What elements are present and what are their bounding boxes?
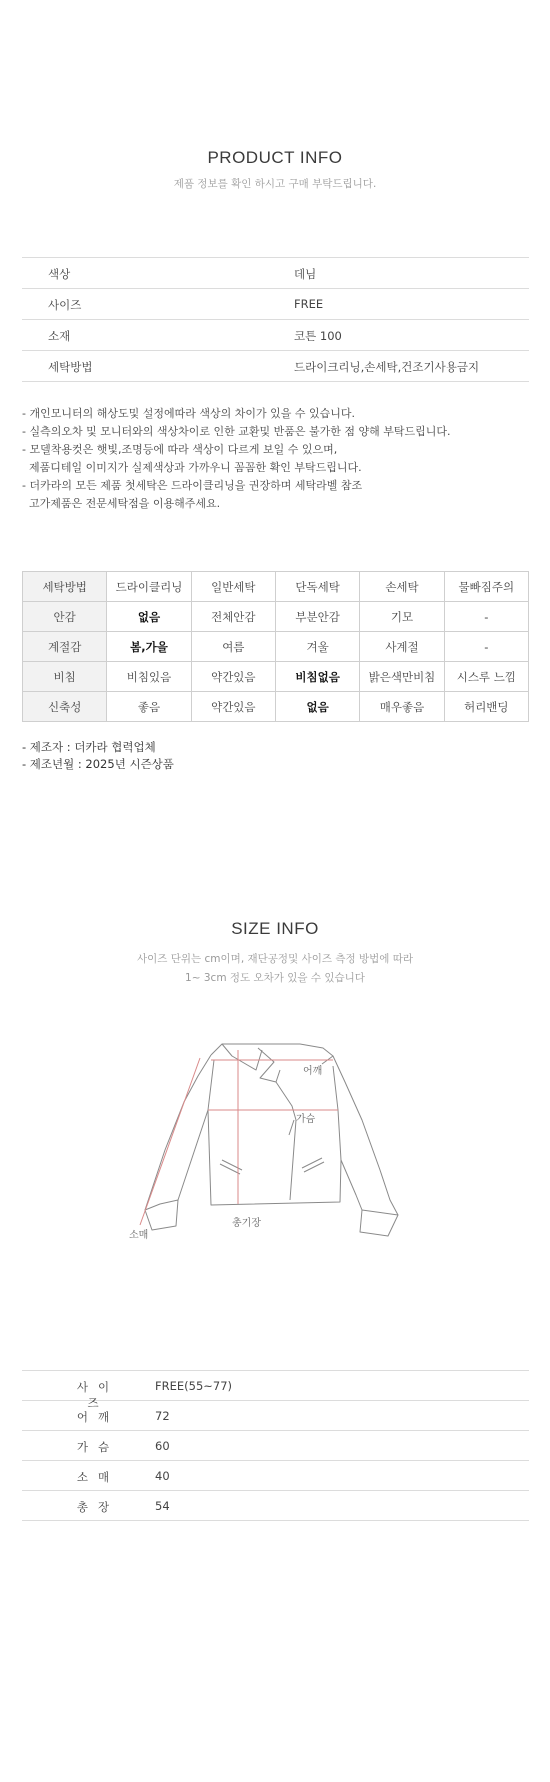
product-info-title: PRODUCT INFO	[207, 148, 343, 167]
notice-line: - 모델착용컷은 햇빛,조명등에 따라 색상이 다르게 보일 수 있으며,	[22, 443, 338, 456]
size-row	[22, 1401, 529, 1431]
size-info-subtitle-line2: 1~ 3cm 정도 오차가 있을 수 있습니다	[185, 972, 365, 984]
spec-table	[22, 257, 529, 382]
spec-label: 색상	[48, 267, 71, 281]
jacket-size-diagram	[0, 1010, 550, 1250]
care-cell: 비침없음	[275, 662, 359, 692]
care-cell: 전체안감	[191, 602, 275, 632]
size-label: 소매	[76, 1470, 120, 1484]
spec-label: 세탁방법	[48, 360, 93, 374]
spec-value: 데님	[294, 267, 317, 281]
size-row	[22, 1491, 529, 1521]
sleeve-measure-line	[140, 1058, 200, 1225]
spec-label: 사이즈	[48, 298, 82, 312]
size-label: 사이즈	[76, 1380, 120, 1410]
care-cell: 좋음	[107, 692, 191, 722]
care-header-cell: 세탁방법	[23, 572, 107, 602]
care-cell: 여름	[191, 632, 275, 662]
jacket-outline	[145, 1044, 398, 1236]
manufacturer-text: - 제조자 : 더카라 협력업체	[22, 740, 156, 754]
care-cell: 부분안감	[275, 602, 359, 632]
care-cell: -	[444, 632, 528, 662]
spec-row	[22, 289, 529, 320]
size-label: 가슴	[76, 1440, 120, 1454]
care-row-label: 신축성	[23, 692, 107, 722]
manufacture-date-text: - 제조년월 : 2025년 시즌상품	[22, 757, 174, 771]
notice-list	[22, 405, 532, 513]
care-cell: 약간있음	[191, 662, 275, 692]
length-label: 총기장	[232, 1218, 261, 1229]
care-cell: 허리밴딩	[444, 692, 528, 722]
size-value: FREE(55~77)	[155, 1379, 233, 1393]
size-row	[22, 1461, 529, 1491]
care-header-cell: 드라이클리닝	[107, 572, 191, 602]
care-row-label: 계절감	[23, 632, 107, 662]
care-row	[23, 662, 529, 692]
notice-line: - 실측의오차 및 모니터와의 색상차이로 인한 교환및 반품은 불가한 점 양해 부탁드립니다.	[22, 425, 451, 438]
care-cell: 매우좋음	[360, 692, 444, 722]
care-row-label: 안감	[23, 602, 107, 632]
size-value: 72	[155, 1409, 170, 1423]
shoulder-label: 어깨	[303, 1066, 323, 1077]
size-row	[22, 1431, 529, 1461]
care-cell: 비침있음	[107, 662, 191, 692]
notice-line: - 개인모니터의 해상도및 설정에따라 색상의 차이가 있을 수 있습니다.	[22, 407, 355, 420]
care-header-cell: 물빠짐주의	[444, 572, 528, 602]
product-info-subtitle: 제품 정보를 확인 하시고 구매 부탁드립니다.	[173, 178, 377, 190]
spec-row	[22, 257, 529, 289]
care-row	[23, 632, 529, 662]
care-cell: 시스루 느낌	[444, 662, 528, 692]
care-cell: 기모	[360, 602, 444, 632]
spec-label: 소재	[48, 329, 71, 343]
care-header-row	[23, 572, 529, 602]
sleeve-label: 소매	[129, 1230, 149, 1241]
care-row	[23, 692, 529, 722]
spec-row	[22, 351, 529, 382]
size-table	[22, 1370, 529, 1521]
size-value: 54	[155, 1499, 170, 1513]
size-value: 40	[155, 1469, 170, 1483]
care-cell: 봄,가을	[107, 632, 191, 662]
care-cell: 없음	[275, 692, 359, 722]
care-cell: 약간있음	[191, 692, 275, 722]
maker-info	[22, 739, 174, 773]
chest-label: 가슴	[296, 1114, 316, 1125]
care-cell: 없음	[107, 602, 191, 632]
care-header-cell: 일반세탁	[191, 572, 275, 602]
care-table	[22, 571, 529, 722]
care-cell: -	[444, 602, 528, 632]
spec-value: 드라이크리닝,손세탁,건조기사용금지	[294, 360, 480, 374]
care-cell: 겨울	[275, 632, 359, 662]
care-row	[23, 602, 529, 632]
notice-line: 제품디테일 이미지가 실제색상과 가까우니 꼼꼼한 확인 부탁드립니다.	[22, 461, 362, 474]
care-header-cell: 손세탁	[360, 572, 444, 602]
spec-row	[22, 320, 529, 351]
size-value: 60	[155, 1439, 170, 1453]
care-cell: 밝은색만비침	[360, 662, 444, 692]
care-cell: 사계절	[360, 632, 444, 662]
spec-value: 코튼 100	[294, 329, 342, 343]
care-row-label: 비침	[23, 662, 107, 692]
size-info-title: SIZE INFO	[231, 919, 319, 938]
notice-line: 고가제품은 전문세탁점을 이용해주세요.	[22, 497, 221, 510]
care-header-cell: 단독세탁	[275, 572, 359, 602]
size-label: 총장	[76, 1500, 120, 1514]
size-row	[22, 1370, 529, 1410]
size-label: 어깨	[76, 1410, 120, 1424]
spec-value: FREE	[294, 297, 324, 311]
notice-line: - 더카라의 모든 제품 첫세탁은 드라이클리닝을 권장하며 세탁라벨 참조	[22, 479, 363, 492]
size-info-subtitle-line1: 사이즈 단위는 cm이며, 재단공정및 사이즈 측정 방법에 따라	[137, 953, 413, 965]
